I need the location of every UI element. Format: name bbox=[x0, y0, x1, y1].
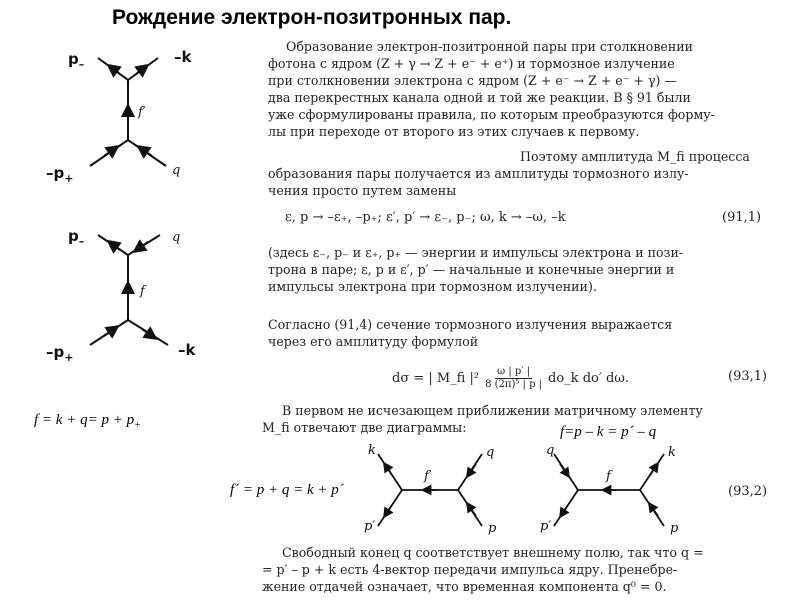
label-p-minus: $p_-$ bbox=[68, 227, 85, 248]
equation-number-93-1: (93,1) bbox=[728, 369, 768, 384]
label-f-prime: f′ bbox=[138, 105, 146, 120]
text-line: импульсы электрона при тормозном излучении). bbox=[268, 279, 597, 294]
arrow-minus-p-plus bbox=[104, 149, 114, 156]
label-minus-k: –k bbox=[178, 341, 196, 359]
label-minus-p-plus: $-p_+$ bbox=[46, 164, 74, 185]
text-line: уже сформулированы правила, по которым преобразуются форму- bbox=[268, 107, 715, 122]
formula-f-prime: f´ = p + q = k + p´ bbox=[230, 482, 344, 498]
text-line: чения просто путем замены bbox=[268, 183, 457, 198]
label-k: k bbox=[668, 445, 676, 460]
label-p: p bbox=[670, 521, 679, 536]
slide-title: Рождение электрон-позитронных пар. bbox=[112, 6, 512, 29]
label-minus-p-plus: $-p_+$ bbox=[46, 343, 74, 364]
text-line: Поэтому амплитуда M_fi процесса bbox=[520, 149, 750, 164]
feynman-diagrams-bottom bbox=[350, 440, 790, 540]
label-q: q bbox=[486, 445, 495, 460]
paragraph-amplitude bbox=[268, 148, 783, 199]
formula-f-text: f = k + q= p + p bbox=[34, 412, 135, 428]
label-f: f bbox=[140, 284, 145, 299]
equation-fraction bbox=[485, 366, 542, 391]
arrow-p-prime bbox=[562, 505, 568, 514]
paragraph-free-end bbox=[262, 544, 787, 595]
text-line: Согласно (91,4) сечение тормозного излучения выражается bbox=[268, 317, 673, 332]
label-p: p bbox=[488, 521, 497, 536]
equation-number-93-2: (93,2) bbox=[728, 484, 768, 499]
text-line: M_fi отвечают две диаграммы: bbox=[262, 420, 467, 435]
arrow-p-minus bbox=[112, 244, 120, 250]
text-line: Образование электрон-позитронной пары при столкновении bbox=[286, 39, 694, 54]
label-p-minus: $p_-$ bbox=[68, 50, 85, 71]
arrow-p-minus bbox=[112, 68, 120, 74]
arrow-q bbox=[138, 242, 148, 249]
label-k: k bbox=[368, 443, 376, 458]
text-line: жение отдачей означает, что временная компонента q⁰ = 0. bbox=[262, 579, 667, 594]
text-line: через его амплитуду формулой bbox=[268, 334, 479, 349]
fraction-numerator: ω | p′ | bbox=[497, 365, 531, 377]
label-p-prime: p′ bbox=[540, 519, 552, 534]
arrow-minus-p-plus bbox=[104, 329, 114, 336]
label-f: f bbox=[606, 469, 611, 484]
arrow-p bbox=[651, 506, 658, 516]
arrow-minus-k bbox=[136, 68, 144, 74]
label-f-prime: f′ bbox=[424, 469, 432, 484]
equation-93-1 bbox=[392, 360, 629, 396]
paragraph-cross-section bbox=[268, 316, 783, 350]
paragraph-pair-production bbox=[268, 38, 800, 140]
text-line: трона в паре; ε, p и ε′, p′ — начальные и конечные энергии и bbox=[268, 262, 675, 277]
equation-91-1: ε, p → –ε₊, –p₊; ε′, p′ → ε₋, p₋; ω, k → –ω, –k bbox=[285, 210, 566, 225]
equation-rhs: do_k do′ dω. bbox=[548, 370, 629, 386]
arrow-p-prime bbox=[386, 505, 392, 514]
arrow-q bbox=[560, 464, 567, 474]
fraction-denominator: 8 (2π)⁵ | p | bbox=[485, 378, 543, 390]
text-line: фотона с ядром (Z + γ → Z + e⁻ + e⁺) и тормозное излучение bbox=[268, 56, 675, 71]
arrow-k bbox=[386, 466, 392, 475]
formula-f-sub: + bbox=[134, 420, 141, 431]
label-q: q bbox=[172, 230, 181, 245]
formula-f bbox=[34, 412, 141, 431]
text-line: образования пары получается из амплитуды тормозного излу- bbox=[268, 166, 689, 181]
paragraph-notation bbox=[268, 244, 783, 295]
text-line: при столкновении электрона с ядром (Z + e⁻ → Z + e⁻ + γ) — bbox=[268, 73, 678, 88]
paragraph-matrix-element bbox=[262, 402, 782, 436]
arrow-minus-k bbox=[142, 329, 152, 336]
feynman-diagram-top bbox=[20, 40, 230, 200]
label-minus-k: –k bbox=[174, 48, 192, 66]
arrow-q bbox=[469, 464, 476, 474]
label-q: q bbox=[172, 163, 181, 178]
text-line: Свободный конец q соответствует внешнему полю, так что q = bbox=[282, 545, 704, 560]
text-line: В первом не исчезающем приближении матричному элементу bbox=[282, 403, 703, 418]
arrow-q bbox=[142, 149, 152, 156]
equation-number-91-1: (91,1) bbox=[722, 210, 762, 225]
label-q: q bbox=[546, 443, 555, 458]
formula-f-top: f=p – k = p´ – q bbox=[560, 424, 657, 440]
text-line: два перекрестных канала одной и той же реакции. В § 91 были bbox=[268, 90, 691, 105]
text-line: = p′ – p + k есть 4-вектор передачи импульса ядру. Пренебре- bbox=[262, 562, 678, 577]
equation-lhs: dσ = | M_fi |² bbox=[392, 370, 480, 386]
arrow-p bbox=[469, 506, 476, 516]
text-line: (здесь ε₋, p₋ и ε₊, p₊ — энергии и импульсы электрона и пози- bbox=[268, 245, 684, 260]
arrow-k bbox=[650, 466, 656, 475]
label-p-prime: p′ bbox=[364, 519, 376, 534]
feynman-diagram-mid bbox=[20, 215, 230, 375]
text-line: лы при переходе от второго из этих случаев к первому. bbox=[268, 124, 640, 139]
